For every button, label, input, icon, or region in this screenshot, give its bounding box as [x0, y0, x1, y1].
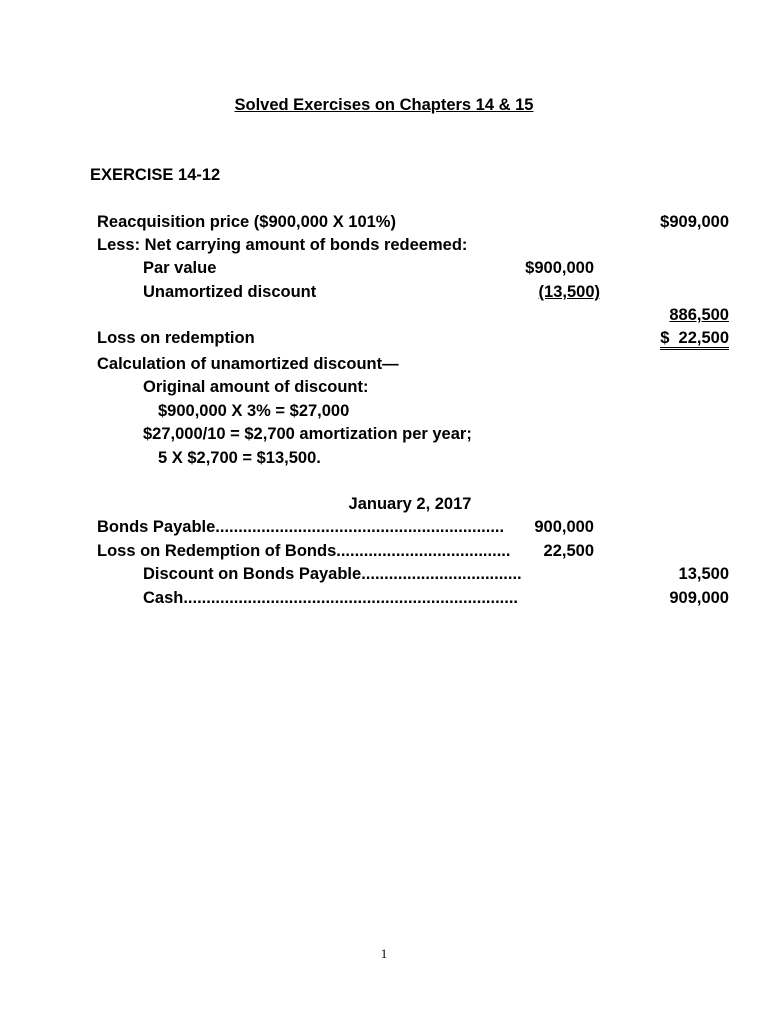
unamortized-discount-label: Unamortized discount [143, 283, 317, 301]
unamortized-discount-amount: (13,500) [538, 283, 600, 301]
reacquisition-amount: $909,000 [660, 213, 729, 231]
journal-debit-bonds-payable: 900,000 [534, 518, 594, 536]
par-value-amount: $900,000 [525, 259, 594, 277]
journal-debit-loss: 22,500 [543, 542, 594, 560]
journal-account-loss: Loss on Redemption of Bonds...................................... [97, 542, 511, 560]
discount-calc-heading: Calculation of unamortized discount— [97, 355, 399, 373]
less-carrying-label: Less: Net carrying amount of bonds redeemed: [97, 236, 468, 254]
page-title: Solved Exercises on Chapters 14 & 15 [234, 96, 534, 114]
discount-calc-line-3: 5 X $2,700 = $13,500. [158, 449, 321, 467]
exercise-heading: EXERCISE 14-12 [90, 166, 221, 184]
journal-account-bonds-payable: Bonds Payable............................................................... [97, 518, 505, 536]
page-number: 1 [380, 946, 388, 961]
journal-account-discount: Discount on Bonds Payable................................... [143, 565, 522, 583]
journal-date: January 2, 2017 [348, 495, 472, 513]
discount-calc-line-1: $900,000 X 3% = $27,000 [158, 402, 350, 420]
journal-account-cash: Cash......................................................................... [143, 589, 518, 607]
loss-amount: $ 22,500 [660, 329, 729, 350]
carrying-total: 886,500 [669, 306, 729, 324]
par-value-label: Par value [143, 259, 217, 277]
loss-label: Loss on redemption [97, 329, 255, 347]
discount-calc-line-2: $27,000/10 = $2,700 amortization per year; [143, 425, 472, 443]
journal-credit-cash: 909,000 [669, 589, 729, 607]
original-discount-label: Original amount of discount: [143, 378, 369, 396]
reacquisition-label: Reacquisition price ($900,000 X 101%) [97, 213, 396, 231]
journal-credit-discount: 13,500 [678, 565, 729, 583]
